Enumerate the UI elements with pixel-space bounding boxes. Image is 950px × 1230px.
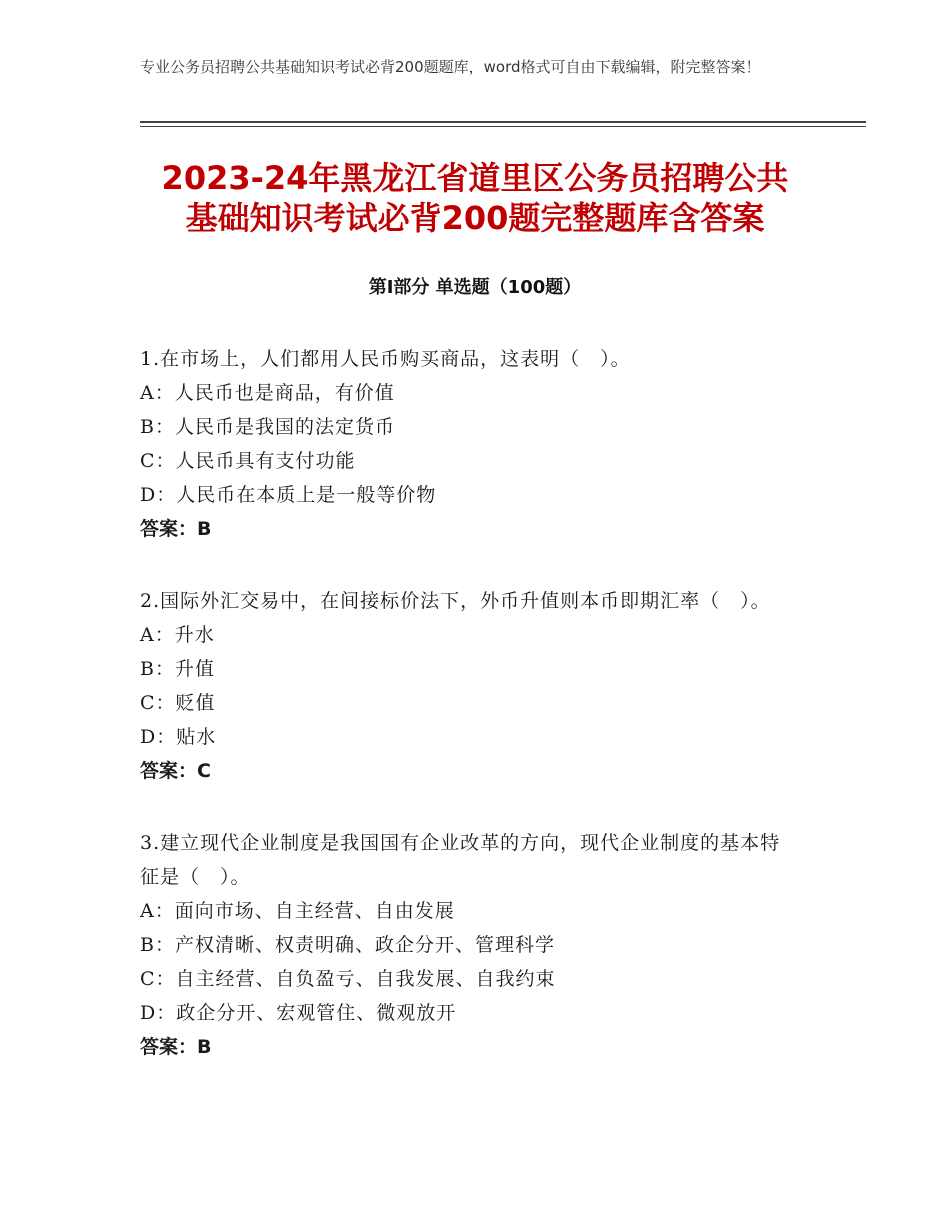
document-title-line-1: 2023-24年黑龙江省道里区公务员招聘公共 bbox=[161, 159, 789, 197]
document-title-line-2: 基础知识考试必背200题完整题库含答案 bbox=[185, 199, 765, 237]
header-rule-thin bbox=[140, 126, 866, 127]
option-c: C：贬值 bbox=[140, 692, 216, 714]
section-title: 第Ⅰ部分 单选题（100题） bbox=[368, 277, 582, 298]
option-c: C：自主经营、自负盈亏、自我发展、自我约束 bbox=[140, 968, 556, 990]
question-stem: 3.建立现代企业制度是我国国有企业改革的方向，现代企业制度的基本特征是（ ）。 bbox=[140, 832, 781, 888]
question-list bbox=[140, 342, 800, 1102]
option-a: A：升水 bbox=[140, 624, 215, 646]
option-d: D：人民币在本质上是一般等价物 bbox=[140, 484, 437, 506]
option-b: B：人民币是我国的法定货币 bbox=[140, 416, 395, 438]
document-title bbox=[100, 158, 850, 238]
question-2 bbox=[140, 584, 800, 788]
header-note: 专业公务员招聘公共基础知识考试必背200题题库，word格式可自由下载编辑，附完整答案！ bbox=[140, 58, 761, 76]
question-1 bbox=[140, 342, 800, 546]
option-d: D：政企分开、宏观管住、微观放开 bbox=[140, 1002, 457, 1024]
question-stem: 2.国际外汇交易中，在间接标价法下，外币升值则本币即期汇率（ ）。 bbox=[140, 590, 771, 612]
option-b: B：产权清晰、权责明确、政企分开、管理科学 bbox=[140, 934, 555, 956]
option-b: B：升值 bbox=[140, 658, 215, 680]
answer: 答案：B bbox=[140, 518, 212, 540]
option-c: C：人民币具有支付功能 bbox=[140, 450, 356, 472]
answer: 答案：B bbox=[140, 1036, 212, 1058]
question-stem: 1.在市场上，人们都用人民币购买商品，这表明（ ）。 bbox=[140, 348, 631, 370]
option-a: A：人民币也是商品，有价值 bbox=[140, 382, 395, 404]
header-rule-thick bbox=[140, 121, 866, 123]
option-d: D：贴水 bbox=[140, 726, 217, 748]
option-a: A：面向市场、自主经营、自由发展 bbox=[140, 900, 455, 922]
question-3 bbox=[140, 826, 800, 1064]
answer: 答案：C bbox=[140, 760, 211, 782]
